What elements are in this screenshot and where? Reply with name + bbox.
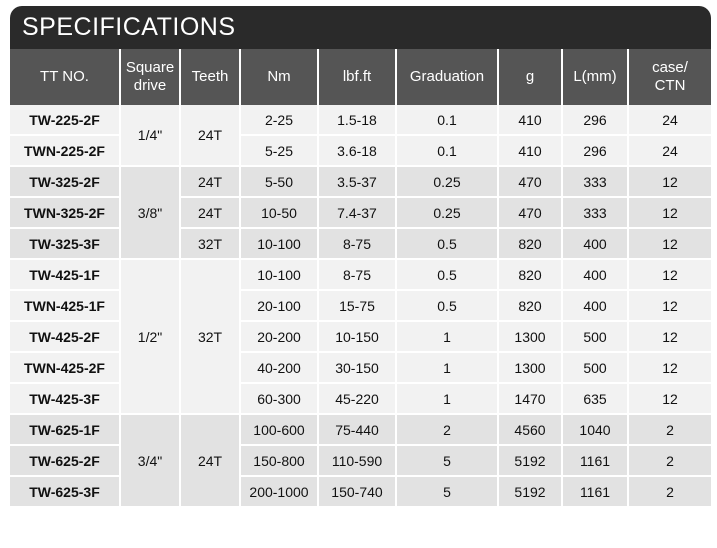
- graduation-cell: 0.5: [396, 290, 498, 321]
- spec-table: [10, 49, 711, 508]
- weight-cell: 820: [498, 259, 562, 290]
- nm-cell: 2-25: [240, 105, 318, 135]
- tt-no-cell: TWN-325-2F: [10, 197, 120, 228]
- length-cell: 400: [562, 259, 628, 290]
- graduation-cell: 0.25: [396, 197, 498, 228]
- lbf-ft-cell: 75-440: [318, 414, 396, 445]
- length-cell: 500: [562, 321, 628, 352]
- lbf-ft-cell: 3.5-37: [318, 166, 396, 197]
- square-drive-cell: 1/4": [120, 105, 180, 166]
- length-cell: 400: [562, 290, 628, 321]
- header-lbf-ft: lbf.ft: [318, 49, 396, 105]
- table-row: [10, 445, 711, 476]
- lbf-ft-cell: 30-150: [318, 352, 396, 383]
- lbf-ft-cell: 45-220: [318, 383, 396, 414]
- lbf-ft-cell: 10-150: [318, 321, 396, 352]
- header-case-ctn: case/ CTN: [628, 49, 711, 105]
- weight-cell: 470: [498, 166, 562, 197]
- case-ctn-cell: 24: [628, 135, 711, 166]
- square-drive-cell: 3/4": [120, 414, 180, 507]
- case-ctn-cell: 12: [628, 383, 711, 414]
- teeth-cell: 24T: [180, 166, 240, 197]
- length-cell: 1040: [562, 414, 628, 445]
- nm-cell: 10-50: [240, 197, 318, 228]
- header-nm: Nm: [240, 49, 318, 105]
- graduation-cell: 0.1: [396, 135, 498, 166]
- case-ctn-cell: 24: [628, 105, 711, 135]
- lbf-ft-cell: 15-75: [318, 290, 396, 321]
- nm-cell: 10-100: [240, 259, 318, 290]
- weight-cell: 1300: [498, 352, 562, 383]
- weight-cell: 1470: [498, 383, 562, 414]
- length-cell: 635: [562, 383, 628, 414]
- header-row: [10, 49, 711, 105]
- teeth-cell: 32T: [180, 259, 240, 414]
- table-row: [10, 352, 711, 383]
- spec-sheet: [10, 6, 711, 508]
- nm-cell: 20-200: [240, 321, 318, 352]
- nm-cell: 40-200: [240, 352, 318, 383]
- square-drive-cell: 3/8": [120, 166, 180, 259]
- tt-no-cell: TW-325-3F: [10, 228, 120, 259]
- header-teeth: Teeth: [180, 49, 240, 105]
- weight-cell: 820: [498, 228, 562, 259]
- header-length: L(mm): [562, 49, 628, 105]
- length-cell: 1161: [562, 476, 628, 507]
- page-title: SPECIFICATIONS: [22, 13, 236, 41]
- case-ctn-cell: 12: [628, 290, 711, 321]
- header-tt-no: TT NO.: [10, 49, 120, 105]
- graduation-cell: 0.25: [396, 166, 498, 197]
- nm-cell: 200-1000: [240, 476, 318, 507]
- nm-cell: 60-300: [240, 383, 318, 414]
- header-g: g: [498, 49, 562, 105]
- tt-no-cell: TW-625-1F: [10, 414, 120, 445]
- lbf-ft-cell: 8-75: [318, 228, 396, 259]
- tt-no-cell: TW-225-2F: [10, 105, 120, 135]
- case-ctn-cell: 12: [628, 259, 711, 290]
- teeth-cell: 24T: [180, 414, 240, 507]
- lbf-ft-cell: 110-590: [318, 445, 396, 476]
- case-ctn-cell: 12: [628, 166, 711, 197]
- length-cell: 1161: [562, 445, 628, 476]
- case-ctn-cell: 2: [628, 445, 711, 476]
- table-row: [10, 197, 711, 228]
- graduation-cell: 5: [396, 476, 498, 507]
- weight-cell: 5192: [498, 445, 562, 476]
- lbf-ft-cell: 150-740: [318, 476, 396, 507]
- tt-no-cell: TW-625-3F: [10, 476, 120, 507]
- graduation-cell: 2: [396, 414, 498, 445]
- title-bar: [10, 6, 711, 49]
- case-ctn-cell: 12: [628, 228, 711, 259]
- weight-cell: 470: [498, 197, 562, 228]
- tt-no-cell: TW-425-3F: [10, 383, 120, 414]
- tt-no-cell: TWN-425-1F: [10, 290, 120, 321]
- tt-no-cell: TW-625-2F: [10, 445, 120, 476]
- graduation-cell: 0.1: [396, 105, 498, 135]
- graduation-cell: 1: [396, 352, 498, 383]
- weight-cell: 410: [498, 105, 562, 135]
- length-cell: 400: [562, 228, 628, 259]
- table-row: [10, 414, 711, 445]
- table-row: [10, 105, 711, 135]
- nm-cell: 10-100: [240, 228, 318, 259]
- table-row: [10, 476, 711, 507]
- length-cell: 333: [562, 166, 628, 197]
- weight-cell: 820: [498, 290, 562, 321]
- lbf-ft-cell: 7.4-37: [318, 197, 396, 228]
- case-ctn-cell: 2: [628, 414, 711, 445]
- table-row: [10, 228, 711, 259]
- header-graduation: Graduation: [396, 49, 498, 105]
- weight-cell: 5192: [498, 476, 562, 507]
- case-ctn-cell: 2: [628, 476, 711, 507]
- table-row: [10, 321, 711, 352]
- square-drive-cell: 1/2": [120, 259, 180, 414]
- length-cell: 333: [562, 197, 628, 228]
- tt-no-cell: TW-425-1F: [10, 259, 120, 290]
- weight-cell: 4560: [498, 414, 562, 445]
- nm-cell: 5-50: [240, 166, 318, 197]
- teeth-cell: 24T: [180, 197, 240, 228]
- nm-cell: 100-600: [240, 414, 318, 445]
- teeth-cell: 32T: [180, 228, 240, 259]
- table-row: [10, 383, 711, 414]
- graduation-cell: 5: [396, 445, 498, 476]
- header-square-drive: Square drive: [120, 49, 180, 105]
- spec-table-body: [10, 105, 711, 507]
- case-ctn-cell: 12: [628, 197, 711, 228]
- length-cell: 500: [562, 352, 628, 383]
- case-ctn-cell: 12: [628, 321, 711, 352]
- weight-cell: 410: [498, 135, 562, 166]
- graduation-cell: 0.5: [396, 228, 498, 259]
- lbf-ft-cell: 1.5-18: [318, 105, 396, 135]
- graduation-cell: 1: [396, 321, 498, 352]
- table-row: [10, 166, 711, 197]
- table-row: [10, 290, 711, 321]
- length-cell: 296: [562, 135, 628, 166]
- lbf-ft-cell: 3.6-18: [318, 135, 396, 166]
- teeth-cell: 24T: [180, 105, 240, 166]
- length-cell: 296: [562, 105, 628, 135]
- case-ctn-cell: 12: [628, 352, 711, 383]
- lbf-ft-cell: 8-75: [318, 259, 396, 290]
- tt-no-cell: TWN-225-2F: [10, 135, 120, 166]
- nm-cell: 150-800: [240, 445, 318, 476]
- table-row: [10, 135, 711, 166]
- weight-cell: 1300: [498, 321, 562, 352]
- graduation-cell: 1: [396, 383, 498, 414]
- nm-cell: 5-25: [240, 135, 318, 166]
- tt-no-cell: TW-325-2F: [10, 166, 120, 197]
- tt-no-cell: TW-425-2F: [10, 321, 120, 352]
- graduation-cell: 0.5: [396, 259, 498, 290]
- nm-cell: 20-100: [240, 290, 318, 321]
- table-row: [10, 259, 711, 290]
- tt-no-cell: TWN-425-2F: [10, 352, 120, 383]
